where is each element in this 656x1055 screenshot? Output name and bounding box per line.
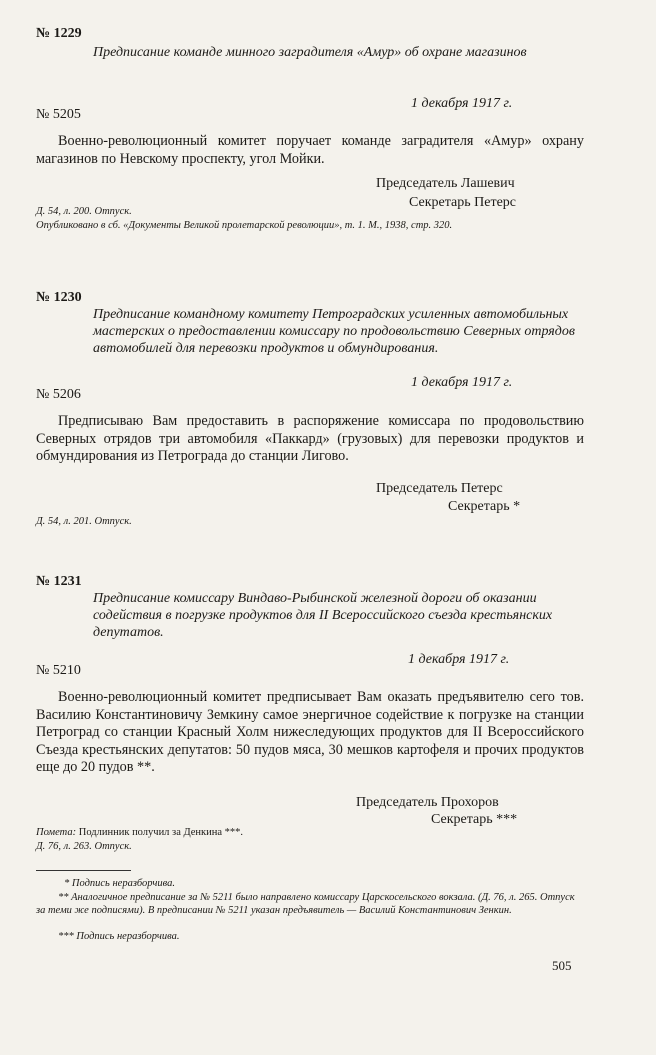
doc-1231-mark-label: Помета: (36, 827, 77, 838)
page-number: 505 (552, 958, 572, 973)
doc-1231-date: 1 декабря 1917 г. (408, 652, 510, 667)
doc-1231-number: № 1231 (36, 574, 82, 589)
doc-1229-signature-secretary: Секретарь Петерс (409, 195, 516, 210)
doc-1229-doc-number: № 5205 (36, 107, 81, 122)
doc-1229-date: 1 декабря 1917 г. (411, 96, 513, 111)
footnote-3: *** Подпись неразборчива. (58, 931, 180, 942)
footnote-1: * Подпись неразборчива. (64, 878, 176, 889)
doc-1231-source: Д. 76, л. 263. Отпуск. (36, 841, 132, 852)
footnote-2: ** Аналогичное предписание за № 5211 было направлено комиссару Царскосельского вокзала. (Д. 76, л. 265. Отпуск за теми же подписями). В предписании № 5211 указан предъявитель — Василий Константинович Зенкин. (36, 892, 575, 916)
doc-1231-title: Предписание комиссару Виндаво-Рыбинской железной дороги об оказании содействия в погрузке продуктов для II Всероссийского съезда крестьянских депутатов. (93, 591, 553, 640)
doc-1231-text: Военно-революционный комитет предписывает Вам оказать предъявителю сего тов. Василию Константиновичу Земкину самое энергичное содействие к погрузке на станции Петроград со станции Красный Холм нижеследующих продуктов для II Всероссийского Съезда крестьянских депутатов: 50 пудов мяса, 30 мешков картофеля и прочих продуктов еще до 20 пудов **. (36, 689, 584, 776)
doc-1229-signature-chairman: Председатель Лашевич (376, 176, 515, 191)
doc-1230-text: Предписываю Вам предоставить в распоряжение комиссара по продовольствию Северных отрядов три автомобиля «Паккард» (грузовых) для перевозки продуктов и обмундирования из Петрограда до станции Лигово. (36, 413, 584, 465)
doc-1231-mark-text: Подлинник получил за Денкина ***. (76, 827, 244, 838)
doc-1231-doc-number: № 5210 (36, 663, 81, 678)
doc-1230-title: Предписание командному комитету Петроградских усиленных автомобильных мастерских о предоставлении комиссару по продовольствию Северных отрядов автомобилей для перевозки продуктов и обмундирования. (93, 307, 575, 356)
footnote-divider (36, 870, 131, 871)
doc-1229-title: Предписание команде минного заградителя «Амур» об охране магазинов (93, 45, 527, 60)
doc-1231-signature-secretary: Секретарь *** (431, 812, 518, 827)
doc-1230-signature-secretary: Секретарь * (448, 499, 521, 514)
doc-1230-source: Д. 54, л. 201. Отпуск. (36, 516, 132, 527)
doc-1231-signature-chairman: Председатель Прохоров (356, 795, 499, 810)
doc-1231-mark (36, 826, 584, 839)
doc-1229-source: Д. 54, л. 200. Отпуск. (36, 206, 132, 217)
doc-1230-doc-number: № 5206 (36, 387, 81, 402)
doc-1230-signature-chairman: Председатель Петерс (376, 481, 503, 496)
doc-1229-text: Военно-революционный комитет поручает команде заградителя «Амур» охрану магазинов по Невскому проспекту, угол Мойки. (36, 133, 584, 167)
doc-1229-published: Опубликовано в сб. «Документы Великой пролетарской революции», т. 1. М., 1938, стр. 320. (36, 220, 453, 231)
doc-1230-date: 1 декабря 1917 г. (411, 375, 513, 390)
doc-1230-number: № 1230 (36, 290, 82, 305)
doc-1229-number: № 1229 (36, 26, 82, 41)
